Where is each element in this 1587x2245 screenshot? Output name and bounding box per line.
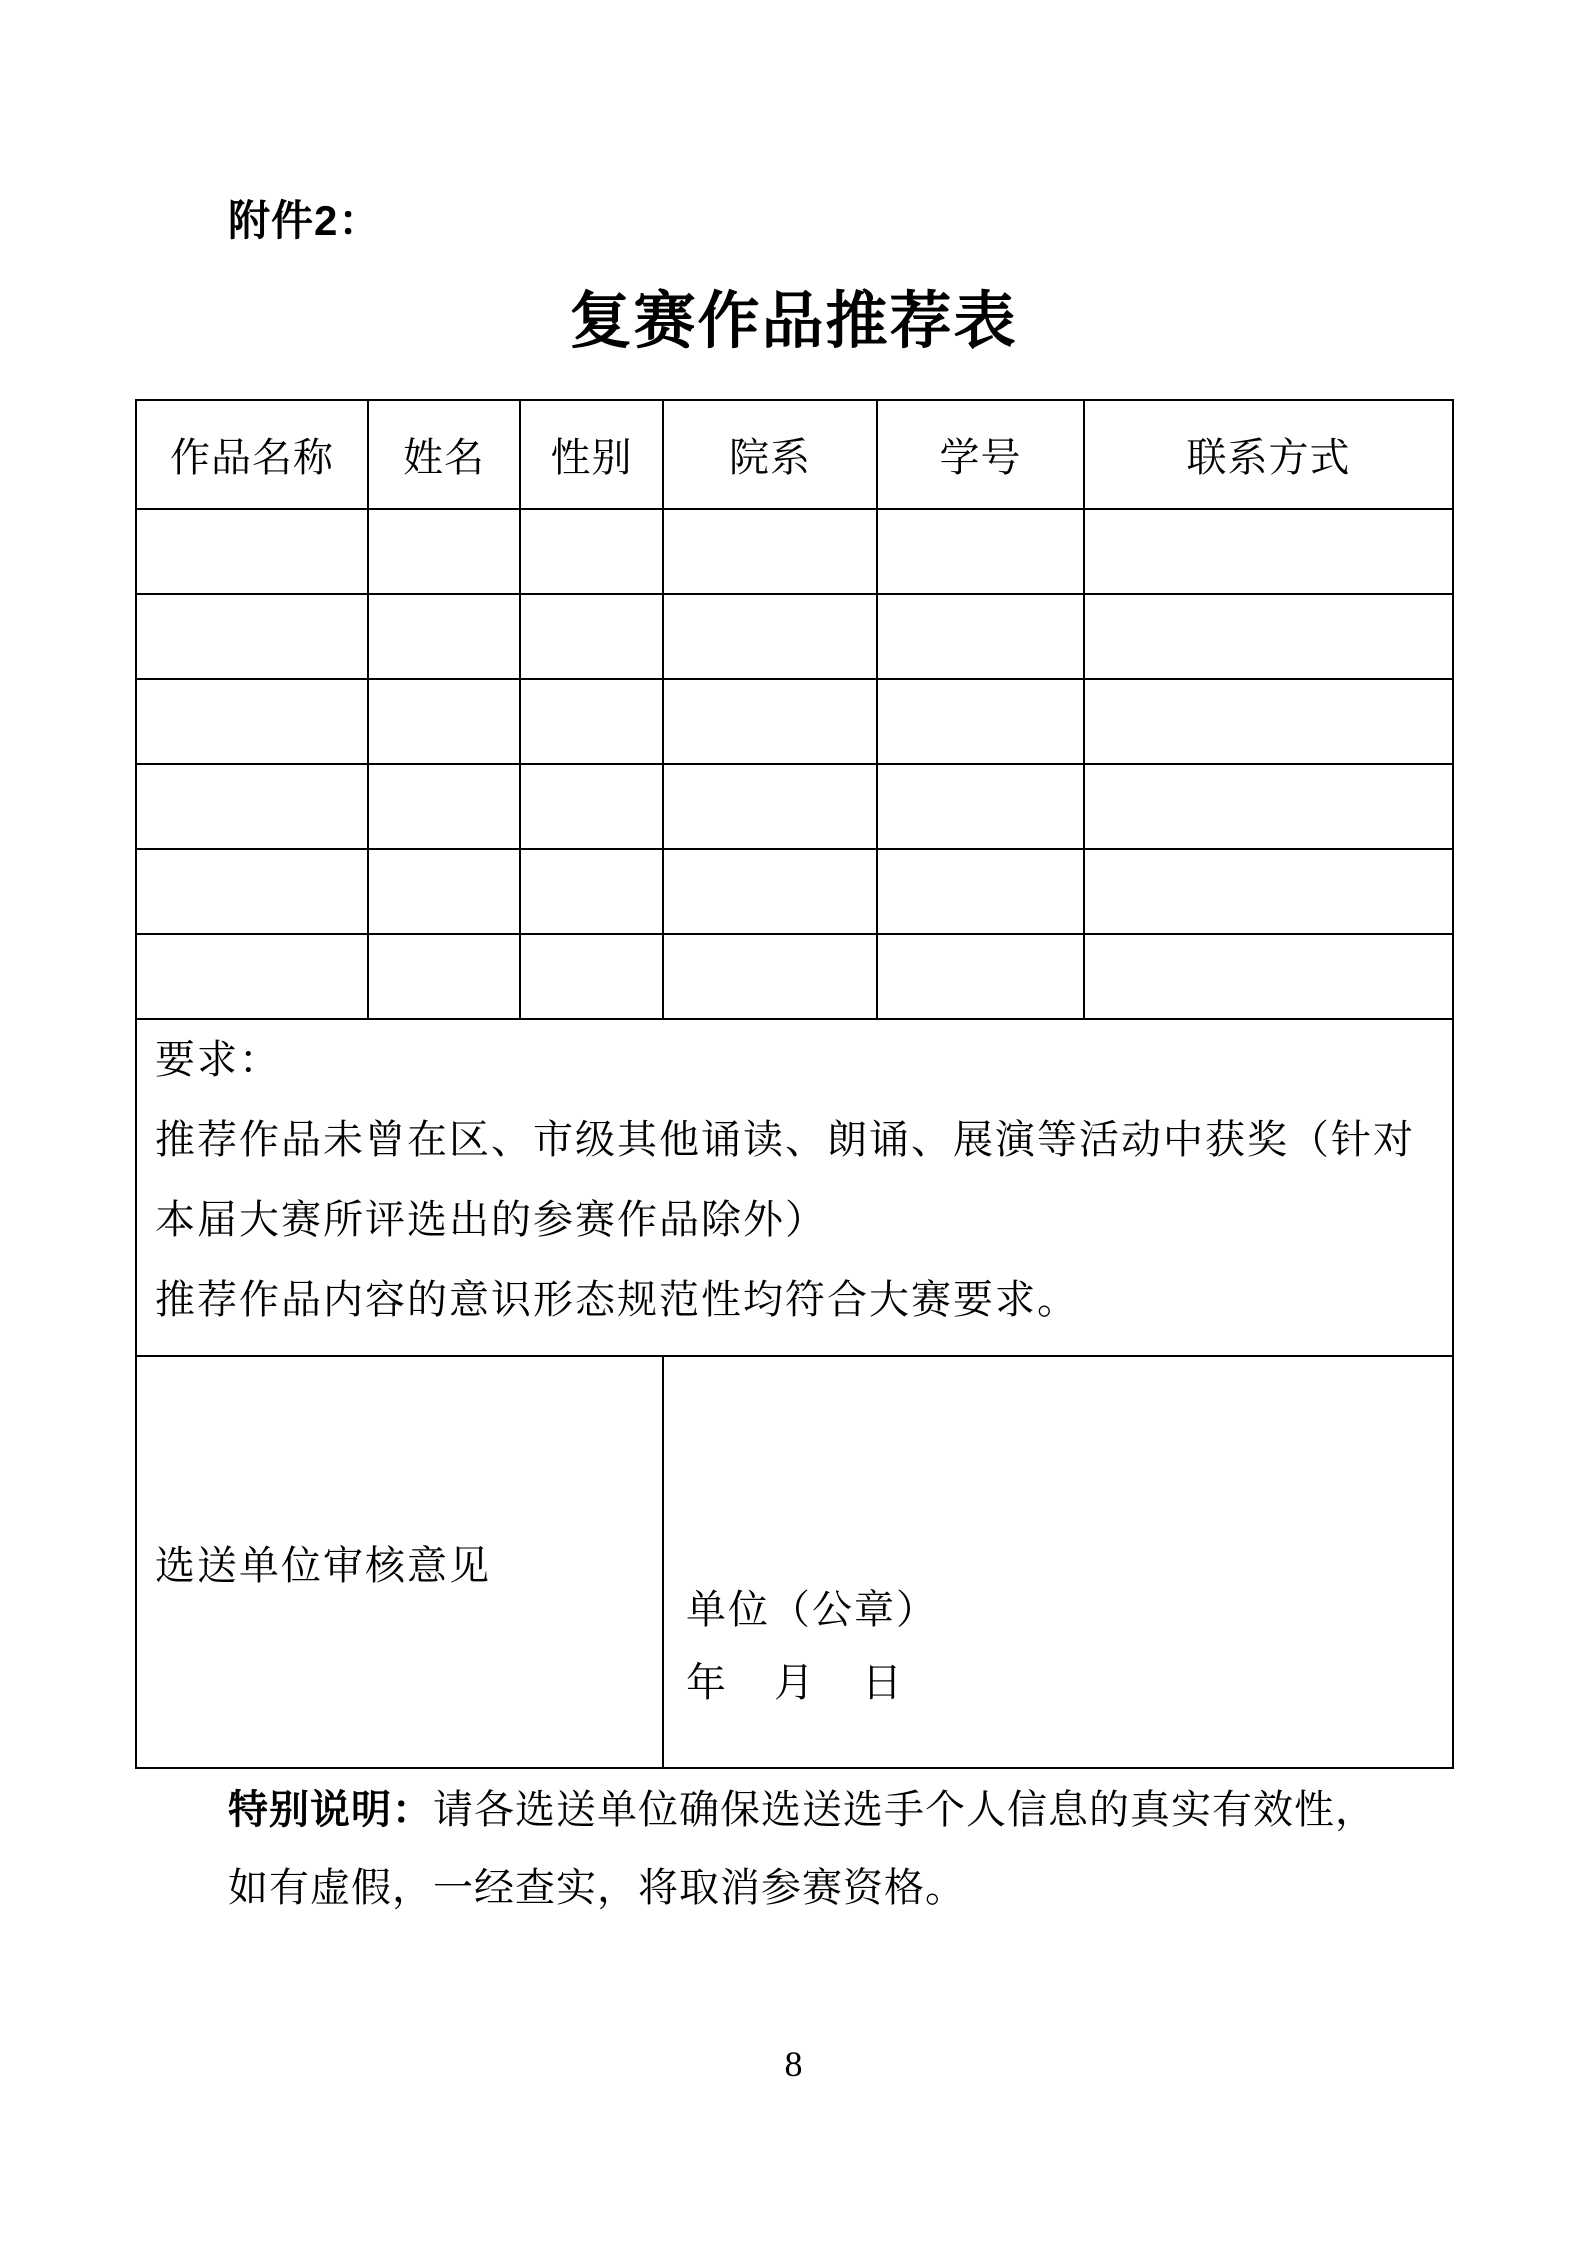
- table-empty-cell: [136, 509, 368, 594]
- review-opinion-cell: [136, 1356, 663, 1768]
- attachment-label: 附件2：: [228, 197, 382, 244]
- table-header-row: [136, 400, 1453, 509]
- unit-seal-label: 单位（公章）: [686, 1587, 938, 1632]
- requirement-line-1: 推荐作品未曾在区、市级其他诵读、朗诵、展演等活动中获奖（针对: [155, 1117, 1415, 1162]
- table-empty-cell: [663, 934, 877, 1019]
- col-header-student-id: 学号: [877, 400, 1084, 509]
- table-empty-cell: [1084, 679, 1453, 764]
- table-empty-cell: [1084, 509, 1453, 594]
- col-header-contact: 联系方式: [1084, 400, 1453, 509]
- table-empty-cell: [520, 594, 663, 679]
- table-empty-cell: [1084, 934, 1453, 1019]
- col-header-department: 院系: [663, 400, 877, 509]
- table-empty-row: [136, 679, 1453, 764]
- table-empty-cell: [663, 509, 877, 594]
- table-empty-cell: [877, 509, 1084, 594]
- table-empty-cell: [877, 934, 1084, 1019]
- table-empty-row: [136, 764, 1453, 849]
- table-empty-cell: [368, 764, 520, 849]
- table-empty-cell: [520, 679, 663, 764]
- requirements-row: [136, 1019, 1453, 1356]
- date-label: 年 月 日: [686, 1660, 906, 1705]
- table-empty-cell: [368, 594, 520, 679]
- table-empty-cell: [1084, 764, 1453, 849]
- requirements-label: 要求：: [155, 1037, 281, 1082]
- table-empty-row: [136, 934, 1453, 1019]
- table-empty-row: [136, 509, 1453, 594]
- table-empty-cell: [136, 849, 368, 934]
- table-empty-cell: [877, 594, 1084, 679]
- note-line-2: 如有虚假，一经查实，将取消参赛资格。: [228, 1865, 966, 1910]
- table-empty-cell: [877, 849, 1084, 934]
- page-title: 复赛作品推荐表: [569, 288, 1018, 356]
- table-empty-cell: [136, 594, 368, 679]
- requirement-line-3: 推荐作品内容的意识形态规范性均符合大赛要求。: [155, 1277, 1079, 1322]
- table-empty-cell: [368, 849, 520, 934]
- table-empty-cell: [1084, 849, 1453, 934]
- table-empty-cell: [663, 594, 877, 679]
- col-header-gender: 性别: [520, 400, 663, 509]
- col-header-work-title: 作品名称: [136, 400, 368, 509]
- table-empty-cell: [520, 934, 663, 1019]
- table-empty-cell: [663, 679, 877, 764]
- table-empty-cell: [136, 679, 368, 764]
- requirements-cell: [136, 1019, 1453, 1356]
- table-empty-cell: [663, 764, 877, 849]
- col-header-name: 姓名: [368, 400, 520, 509]
- table-empty-cell: [520, 764, 663, 849]
- table-empty-cell: [877, 764, 1084, 849]
- requirement-line-2: 本届大赛所评选出的参赛作品除外）: [155, 1197, 827, 1242]
- table-empty-cell: [663, 849, 877, 934]
- table-empty-cell: [368, 934, 520, 1019]
- table-empty-cell: [136, 934, 368, 1019]
- table-empty-row: [136, 849, 1453, 934]
- note-line-1-text: 请各选送单位确保选送选手个人信息的真实有效性，: [433, 1787, 1376, 1832]
- review-row: [136, 1356, 1453, 1768]
- note-line-1: [228, 1771, 1376, 1849]
- table-empty-cell: [1084, 594, 1453, 679]
- table-empty-cell: [136, 764, 368, 849]
- special-note: [228, 1771, 1376, 1927]
- table-empty-row: [136, 594, 1453, 679]
- table-empty-cell: [368, 679, 520, 764]
- review-signature-cell: [663, 1356, 1453, 1768]
- review-opinion-label: 选送单位审核意见: [155, 1542, 491, 1588]
- table-empty-cell: [368, 509, 520, 594]
- recommendation-table: [135, 399, 1454, 1769]
- table-empty-cell: [877, 679, 1084, 764]
- page-number: 8: [784, 2044, 803, 2084]
- table-body: [136, 509, 1453, 1019]
- note-prefix: 特别说明：: [228, 1787, 433, 1832]
- table-empty-cell: [520, 849, 663, 934]
- table-empty-cell: [520, 509, 663, 594]
